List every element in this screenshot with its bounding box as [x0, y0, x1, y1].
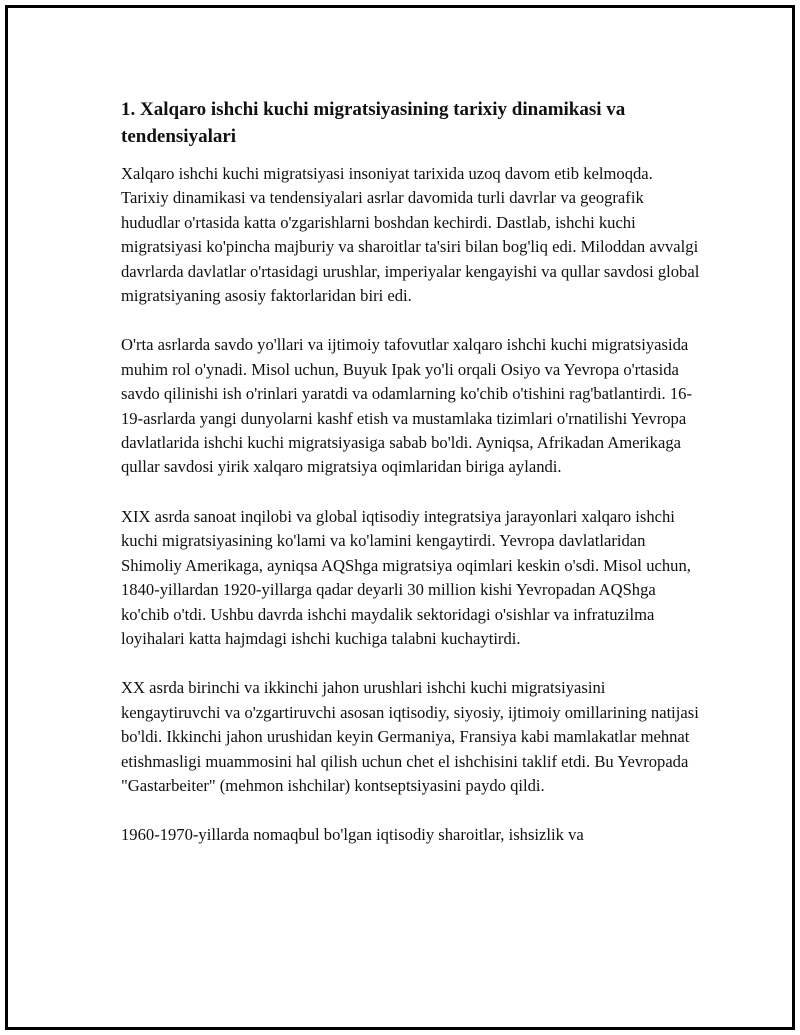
document-body	[121, 96, 701, 873]
paragraph-1: Xalqaro ishchi kuchi migratsiyasi insoniyat tarixida uzoq davom etib kelmoqda. Tarixiy dinamikasi va tendensiyalari asrlar davomida turli davrlar va geografik hududlar o'rtasida katta o'zgarishlarni boshdan kechirdi. Dastlab, ishchi kuchi migratsiyasi ko'pincha majburiy va sharoitlar ta'siri bilan bog'liq edi. Miloddan avvalgi davrlarda davlatlar o'rtasidagi urushlar, imperiyalar kengayishi va qullar savdosi global migratsiyaning asosiy faktorlaridan biri edi.	[121, 164, 700, 306]
page-frame	[5, 5, 795, 1030]
section-heading: 1. Xalqaro ishchi kuchi migratsiyasining tarixiy dinamikasi va tendensiyalari	[121, 99, 626, 147]
paragraph-5: 1960-1970-yillarda nomaqbul bo'lgan iqtisodiy sharoitlar, ishsizlik va	[121, 825, 584, 845]
paragraph-2: O'rta asrlarda savdo yo'llari va ijtimoiy tafovutlar xalqaro ishchi kuchi migratsiyasida muhim rol o'ynadi. Misol uchun, Buyuk Ipak yo'li orqali Osiyo va Yevropa o'rtasida savdo qilinishi ish o'rinlari yaratdi va odamlarning ko'chib o'tishini rag'batlantirdi. 16-19-asrlarda yangi dunyolarni kashf etish va mustamlaka tizimlari o'rnatilishi Yevropa davlatlarida ishchi kuchi migratsiyasiga sabab bo'ldi. Ayniqsa, Afrikadan Amerikaga qullar savdosi yirik xalqaro migratsiya oqimlaridan biriga aylandi.	[121, 335, 692, 477]
paragraph-4: XX asrda birinchi va ikkinchi jahon urushlari ishchi kuchi migratsiyasini kengaytiruvchi va o'zgartiruvchi asosan iqtisodiy, siyosiy, ijtimoiy omillarining natijasi bo'ldi. Ikkinchi jahon urushidan keyin Germaniya, Fransiya kabi mamlakatlar mehnat etishmasligi muammosini hal qilish uchun chet el ishchisini taklif etdi. Bu Yevropada "Gastarbeiter" (mehmon ishchilar) kontseptsiyasini paydo qildi.	[121, 678, 699, 795]
paragraph-3: XIX asrda sanoat inqilobi va global iqtisodiy integratsiya jarayonlari xalqaro ishchi kuchi migratsiyasining ko'lami va ko'lamini kengaytirdi. Yevropa davlatlaridan Shimoliy Amerikaga, ayniqsa AQShga migratsiya oqimlari keskin o'sdi. Misol uchun, 1840-yillardan 1920-yillarga qadar deyarli 30 million kishi Yevropadan AQShga ko'chib o'tdi. Ushbu davrda ishchi maydalik sektoridagi o'sishlar va infratuzilma loyihalari katta hajmdagi ishchi kuchiga talabni kuchaytirdi.	[121, 506, 691, 648]
